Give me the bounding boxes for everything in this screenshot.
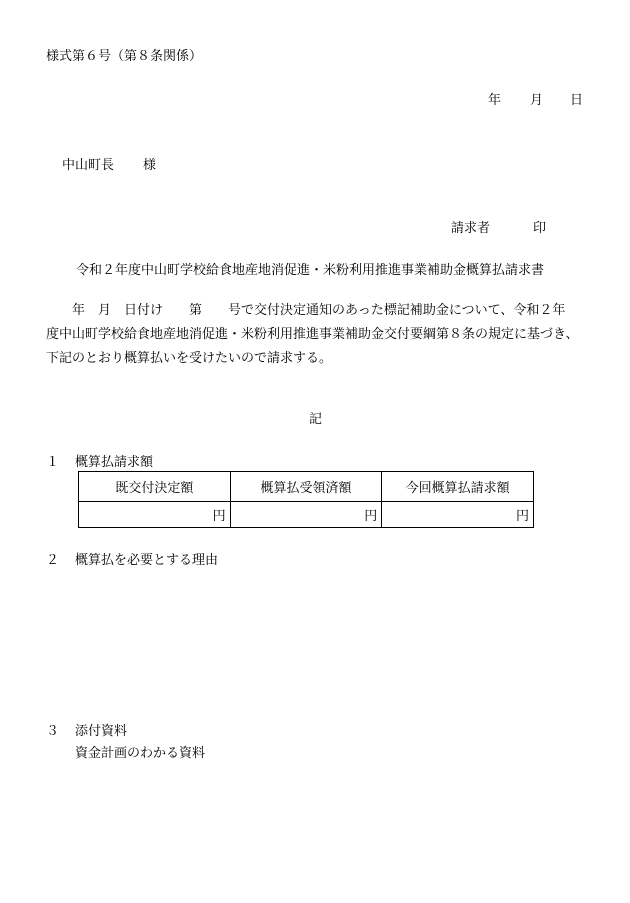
date-month: 月 — [530, 93, 544, 108]
amount-table — [78, 471, 534, 528]
date-year: 年 — [488, 93, 502, 108]
addressee-honorific: 様 — [143, 158, 157, 173]
section-3-label: 添付資料 — [75, 724, 128, 739]
requester-seal: 印 — [533, 221, 547, 236]
amount-table-value-row — [79, 502, 534, 528]
body-line-3: 下記のとおり概算払いを受けたいので請求する。 — [46, 351, 333, 366]
addressee-name: 中山町長 — [62, 158, 115, 173]
ki-heading: 記 — [309, 412, 323, 427]
value-already-received: 円 — [230, 502, 382, 528]
section-2-label: 概算払を必要とする理由 — [75, 553, 219, 568]
value-current-request: 円 — [382, 502, 534, 528]
amount-table-header-row — [79, 472, 534, 502]
body-paragraph — [46, 299, 591, 371]
date-day: 日 — [570, 93, 584, 108]
section-1-label: 概算払請求額 — [75, 455, 154, 470]
header-already-received: 概算払受領済額 — [230, 472, 382, 502]
section-3-number: ３ — [46, 724, 60, 739]
section-3-item: 資金計画のわかる資料 — [75, 746, 206, 761]
header-already-decided: 既交付決定額 — [79, 472, 231, 502]
value-already-decided: 円 — [79, 502, 231, 528]
requester-label: 請求者 — [451, 221, 491, 236]
body-line-1: 年 月 日付け 第 号で交付決定通知のあった標記補助金について、令和２年 — [46, 303, 566, 318]
body-line-2: 度中山町学校給食地産地消促進・米粉利用推進事業補助金交付要綱第８条の規定に基づき、 — [46, 327, 579, 342]
document-title: 令和２年度中山町学校給食地産地消促進・米粉利用推進事業補助金概算払請求書 — [76, 263, 545, 278]
form-number: 様式第６号（第８条関係） — [46, 49, 203, 64]
section-1-number: １ — [46, 455, 60, 470]
section-2-number: ２ — [46, 553, 60, 568]
header-current-request: 今回概算払請求額 — [382, 472, 534, 502]
